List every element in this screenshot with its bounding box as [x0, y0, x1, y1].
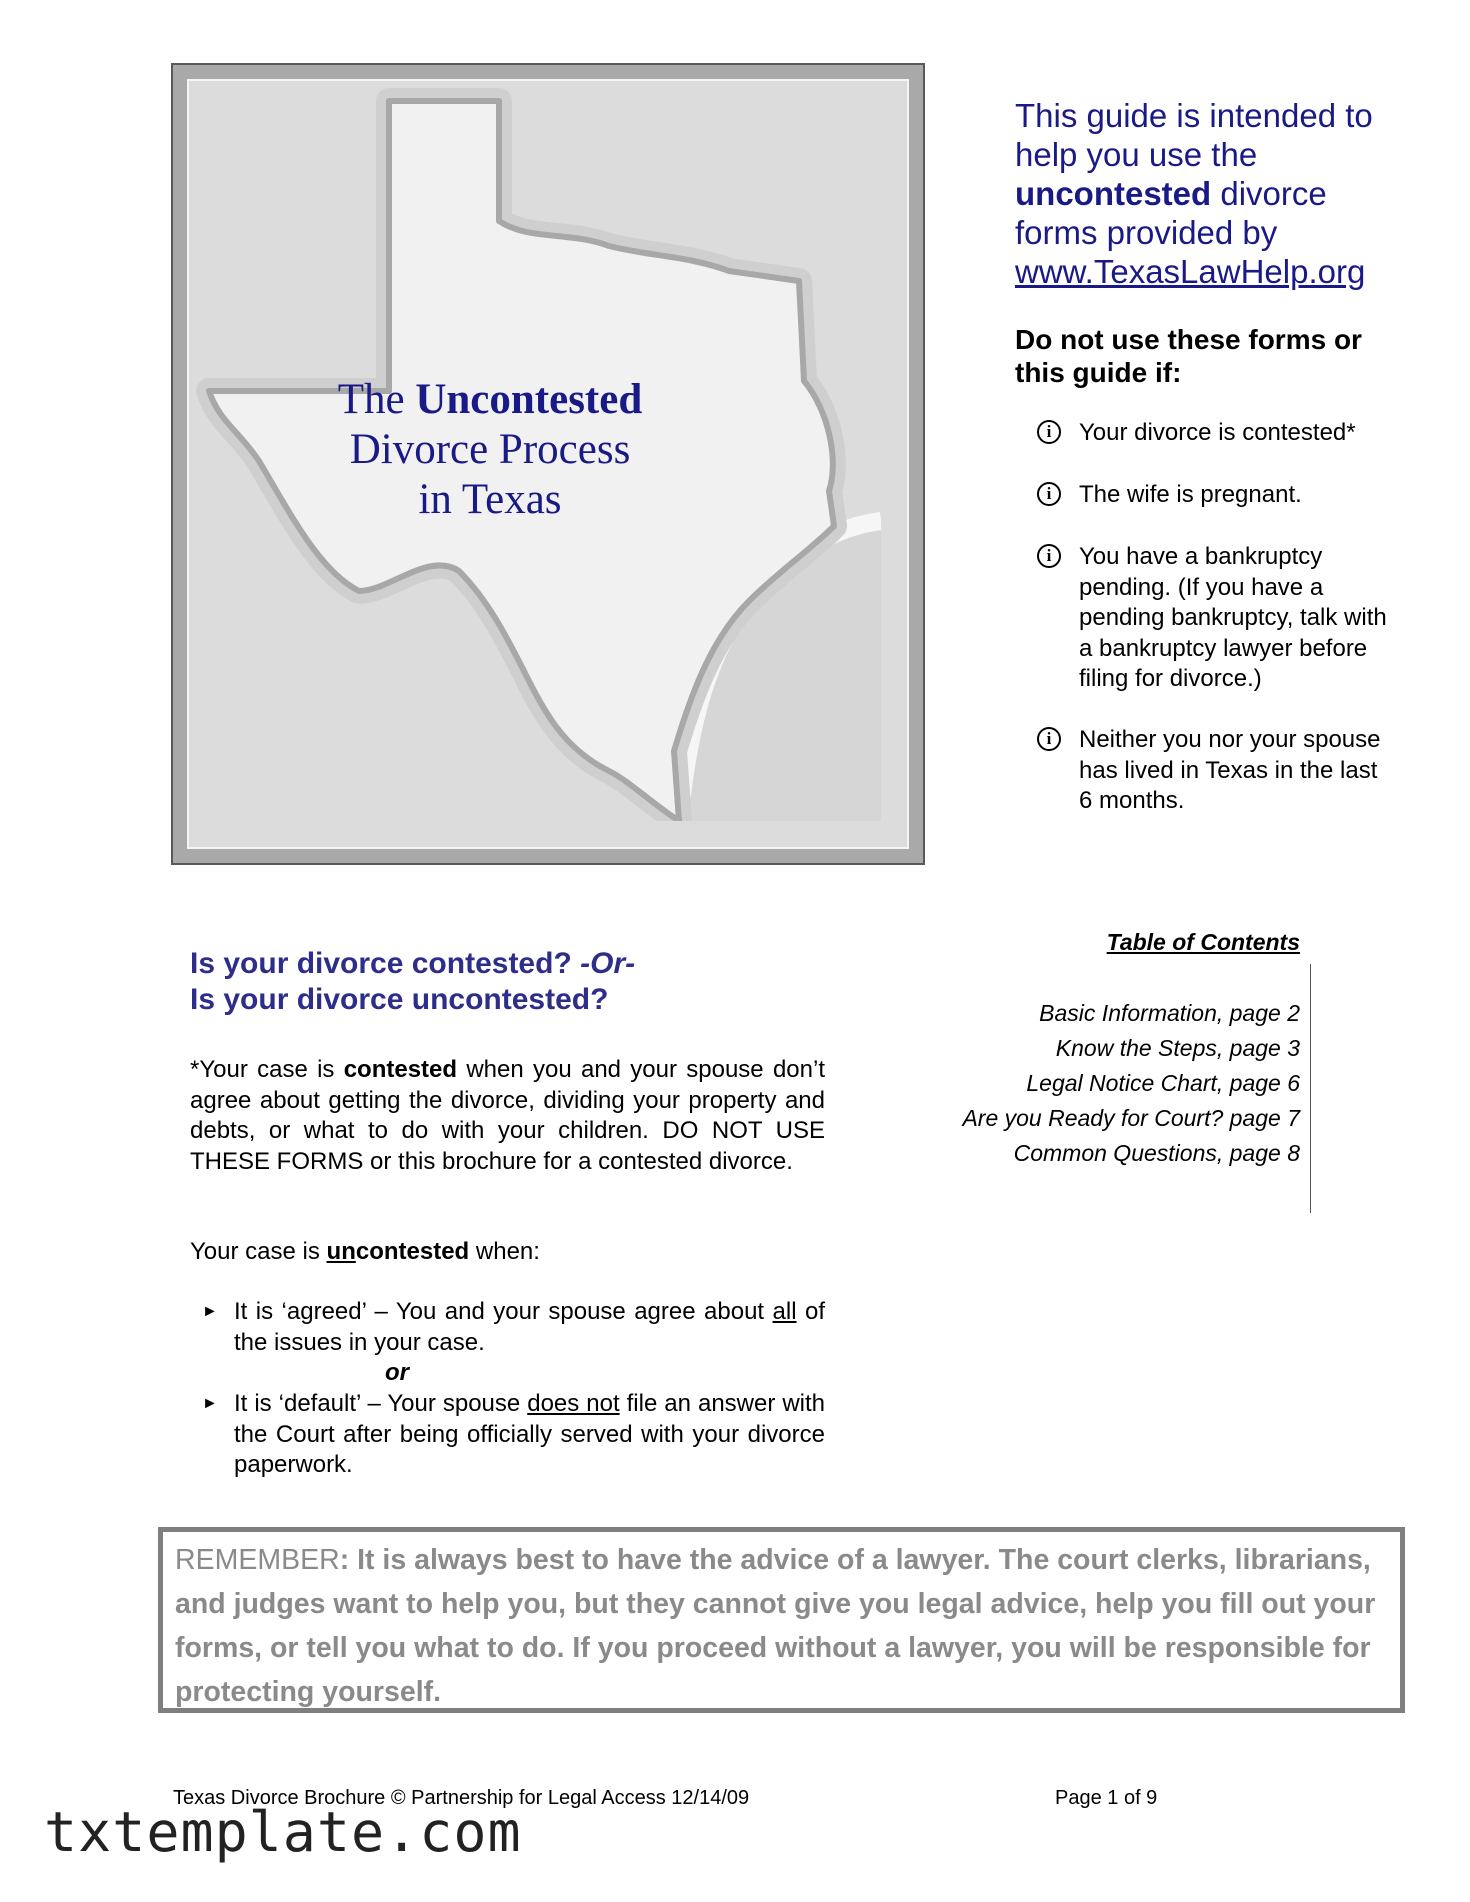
cover-title-line2: Divorce Process [349, 426, 631, 473]
warning-heading: Do not use these forms or this guide if: [1015, 324, 1362, 388]
toc-item[interactable]: Legal Notice Chart, page 6 [1026, 1070, 1300, 1096]
info-icon: i [1037, 727, 1061, 751]
bullet2-u: does not [527, 1390, 620, 1417]
bullet-agreed [190, 1297, 825, 1358]
intro-line2: divorce forms provided by [1015, 175, 1327, 251]
info-icon: i [1037, 544, 1061, 568]
warning-item [1037, 480, 1397, 511]
cover-title-pre: The [337, 376, 416, 423]
intro-bold-word: uncontested [1015, 175, 1212, 212]
bullet1-a: It is ‘agreed’ – You and your spouse agree about [234, 1298, 773, 1325]
bullet1-u: all [772, 1298, 797, 1325]
info-icon: i [1037, 482, 1061, 506]
warning-item [1037, 418, 1397, 449]
remember-label: REMEMBER [175, 1544, 340, 1576]
texaslawhelp-link[interactable]: www.TexasLawHelp.org [1015, 253, 1366, 290]
question-line1: Is your divorce contested? [190, 947, 572, 980]
toc-divider [1310, 964, 1311, 1213]
page-number: Page 1 of 9 [1055, 1787, 1158, 1809]
uncontested-intro [190, 1237, 825, 1268]
warning-item [1037, 725, 1397, 817]
info-icon: i [1037, 420, 1061, 444]
bullet-arrow-icon: ► [202, 1395, 218, 1412]
question-or: -Or- [571, 947, 636, 980]
remember-text: : It is always best to have the advice of a lawyer. The court clerks, librarians, and judges want to help you, but they cannot give you legal advice, help you fill out your forms, or tell you what to do. If you proceed without a lawyer, you will be responsible for protecting yourself. [175, 1544, 1376, 1708]
watermark: txtemplate.com [44, 1800, 522, 1864]
para2-un: un [326, 1238, 356, 1265]
toc-item[interactable]: Are you Ready for Court? page 7 [962, 1105, 1300, 1131]
bullet1-c: of the issues in your case. [234, 1298, 826, 1356]
toc-list [900, 996, 1300, 1171]
intro-line1: This guide is intended to help you use the [1015, 97, 1373, 173]
toc-title: Table of Contents [1106, 929, 1300, 955]
para2-c: when: [469, 1238, 540, 1265]
para2-b: contested [355, 1238, 470, 1265]
toc-item[interactable]: Basic Information, page 2 [1039, 1000, 1300, 1026]
bullet2-a: It is ‘default’ – Your spouse [234, 1390, 528, 1417]
cover-title-bold: Uncontested [415, 376, 643, 423]
or-separator: or [385, 1359, 409, 1386]
para1-c: when you and your spouse don’t agree about getting the divorce, dividing your property and debts, or what to do with your children. DO NOT USE THESE FORMS or this brochure for a contested divorce. [190, 1056, 825, 1175]
bullet-arrow-icon: ► [202, 1303, 218, 1320]
question-line2: Is your divorce uncontested? [190, 983, 609, 1016]
contested-definition [190, 1055, 825, 1177]
bullet2-c: file an answer with the Court after being officially served with your divorce paperwork. [234, 1390, 826, 1478]
warning-item-text: Your divorce is contested* [1079, 419, 1356, 446]
bullet-default [190, 1389, 825, 1481]
warning-item-text: You have a bankruptcy pending. (If you have a pending bankruptcy, talk with a bankruptcy lawyer before filing for divorce.) [1079, 543, 1387, 692]
warning-item [1037, 542, 1397, 695]
para1-a: *Your case is [190, 1056, 344, 1083]
warning-item-text: Neither you nor your spouse has lived in Texas in the last 6 months. [1079, 726, 1381, 814]
toc-item[interactable]: Common Questions, page 8 [1013, 1140, 1300, 1166]
warning-item-text: The wife is pregnant. [1079, 481, 1302, 508]
cover-title-line3: in Texas [418, 476, 562, 523]
intro-text [1015, 96, 1415, 291]
para2-a: Your case is [190, 1238, 327, 1265]
para1-b: contested [343, 1056, 458, 1083]
footer-left: Texas Divorce Brochure © Partnership for Legal Access 12/14/09 [173, 1787, 750, 1809]
contested-question-heading [190, 946, 750, 1018]
remember-box [158, 1527, 1405, 1713]
toc-item[interactable]: Know the Steps, page 3 [1055, 1035, 1300, 1061]
cover-title [205, 375, 775, 525]
